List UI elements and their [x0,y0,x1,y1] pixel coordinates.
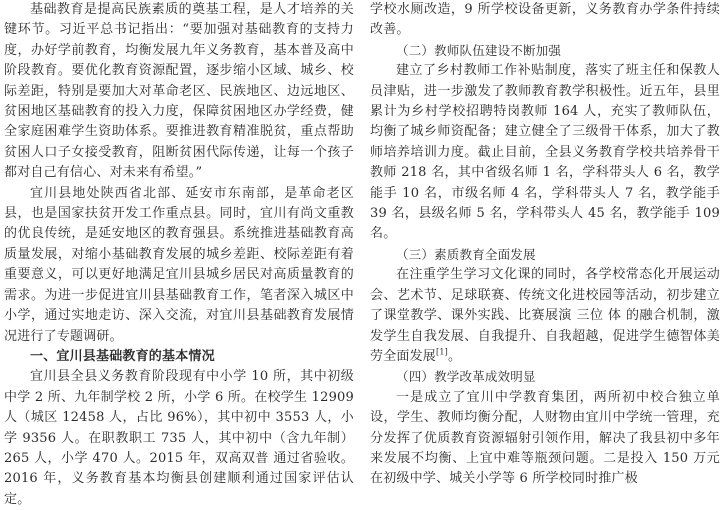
subheading-teaching-reform: （四）教学改革成效明显 [396,369,536,385]
paragraph-intro: 基础教育是提高民族素质的奠基工程，是人才培养的关键环节。习近平总书记指出：“要加强对基础教育的支持力度，办好学前教育，均衡发展九年义务教育，基本普及高中阶段教育。要优化教育资源配置，逐步缩小区域、城乡、校际差距，特别是要加大对革命老区、民族地区、边远地区、贫困地区基础教育的投入力度，保障贫困地区办学经费，健全家庭困难学生资助体系。要推进教育精准脱贫，重点帮助贫困人口子女接受教育，阻断贫困代际传递，让每一个孩子都对自己有信心、对未来有希望。” [4,2,354,181]
paragraph-quality-education [370,265,720,367]
quality-education-end: 。 [447,348,462,364]
right-column [370,0,720,490]
paragraph-school-statistics: 宜川县全县义务教育阶段现有中小学 10 所，其中初级中学 2 所、九年制学校 2 所，小学 6 所。在校学生 12909 人（城区 12458 人，占比 96%），其中初中 3553 人，小学 9356 人。在职教职工 735 人，其中初中（含九年制）265 人，小学 470 人。2015 年，双高双普 通过省验收。2016 年，义务教育基本均衡县创建顺利通过国家评估认定。 [4,369,354,507]
subheading-quality-education: （三）素质教育全面发展 [396,246,536,262]
quality-education-text: 在注重学生学习文化课的同时，各学校常态化开展运动会、艺术节、足球联赛、传统文化进校园等活动，初步建立了课堂教学、课外实践、比赛展演 三位 体 的融合机制，激发学生自我发展、自我提升、自我超越，促进学生德智体美劳全面发展 [370,267,720,364]
paragraph-continued: 学校水厕改造，9 所学校设备更新，义务教育办学条件持续改善。 [370,2,720,38]
paragraph-yichuan-overview: 宜川县地处陕西省北部、延安市东南部，是革命老区县，也是国家扶贫开发工作重点县。同时，宜川有尚文重教的优良传统，是延安地区的教育强县。系统推进基础教育高质量发展，对缩小基础教育发展的城乡差距、校际差距有着重要意义，可以更好地满足宜川县城乡居民对高质量教育的需求。为进一步促进宜川县基础教育工作，笔者深入城区中小学，通过实地走访、深入交流，对宜川县基础教育发展情况进行了专题调研。 [4,185,354,344]
citation-marker: [1] [436,347,448,357]
paragraph-teacher-team: 建立了乡村教师工作补贴制度，落实了班主任和保教人员津贴，进一步激发了教师教育教学积极性。近五年，县里累计为乡村学校招聘特岗教师 164 人，充实了教师队伍，均衡了城乡师资配备；建立健全了三级骨干体系，加大了教师培养培训力度。截止目前，全县义务教育学校共培养骨干教师 218 名，其中省级名师 1 名，学科带头人 6 名，教学能手 10 名，市级名师 4 名，学科带头人 7 名，教学能手 39 名，县级名师 5 名，学科带头人 45 名，教学能手 109 名。 [370,63,720,242]
paragraph-teaching-reform: 一是成立了宜川中学教育集团，两所初中校合独立单设，学生、教师均衡分配，人财物由宜川中学统一管理，充分发挥了优质教育资源辐射引领作用，解决了我县初中多年来发展不均衡、上宜中难等瓶颈问题。二是投入 150 万元在初级中学、城关小学等 6 所学校同时推广极 [370,389,720,487]
subheading-teacher-team: （二）教师队伍建设不断加强 [396,42,562,58]
section-heading-basic-situation: 一、宜川县基础教育的基本情况 [30,348,215,364]
left-column [4,0,354,510]
